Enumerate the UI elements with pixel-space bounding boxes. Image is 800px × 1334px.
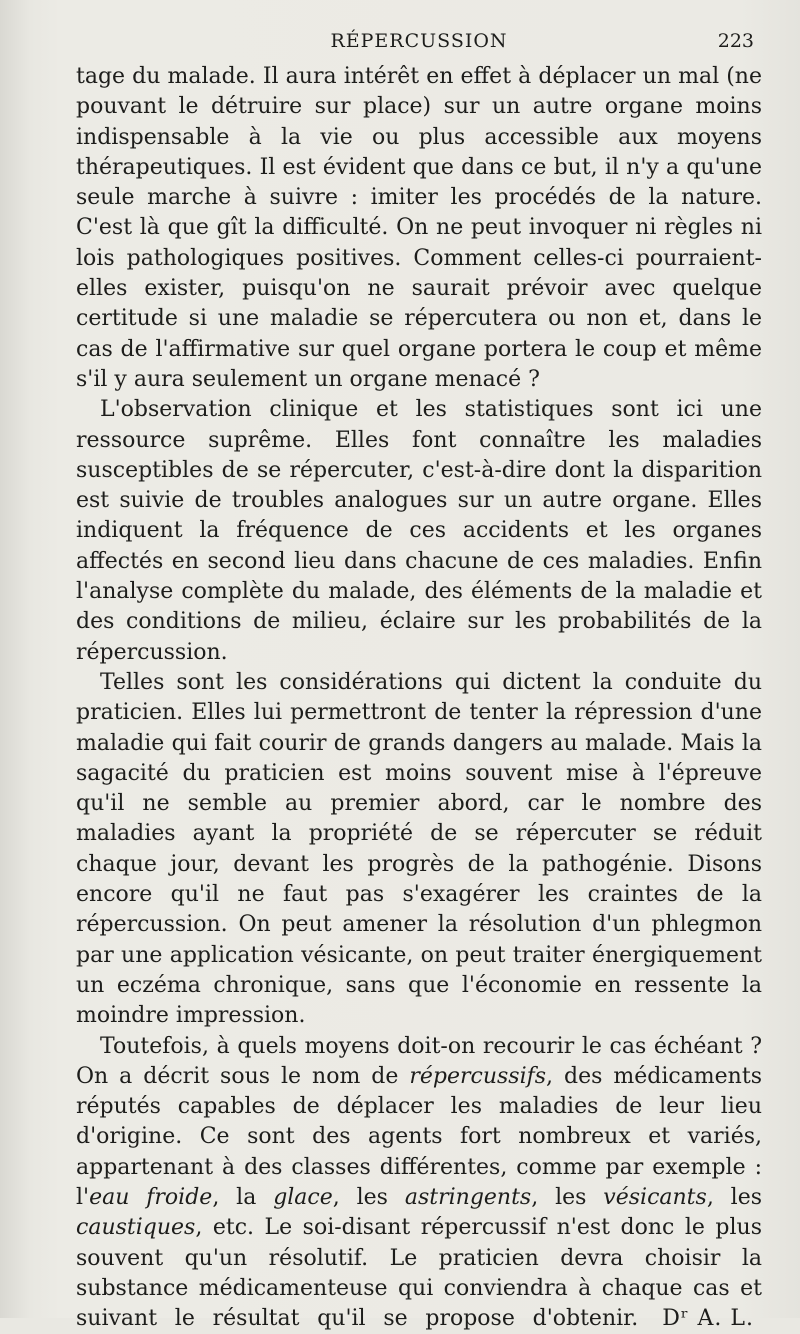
body-text xyxy=(76,62,762,1334)
term-eau-froide: eau froide xyxy=(89,1185,212,1210)
paragraph-1: tage du malade. Il aura intérêt en effet à déplacer un mal (ne pouvant le détruire sur place) sur un autre organe moins indispensable à la vie ou plus accessible aux moyens thérapeutiques. Il est évident que dans ce but, il n'y a qu'une seule marche à suivre : imiter les procédés de la nature. C'est là que gît la difficulté. On ne peut invoquer ni règles ni lois pathologiques positives. Comment celles-ci pourraient-elles exister, puisqu'on ne saurait prévoir avec quelque certitude si une maladie se répercutera ou non et, dans le cas de l'affirmative sur quel organe portera le coup et même s'il y aura seulement un organe menacé ? xyxy=(76,62,762,395)
author-signature: Dʳ A. L. xyxy=(638,1304,754,1334)
page-header xyxy=(78,30,760,60)
term-caustiques: caustiques xyxy=(76,1215,195,1240)
running-head: RÉPERCUSSION xyxy=(78,30,760,52)
paragraph-3: Telles sont les considérations qui dictent la conduite du praticien. Elles lui permettront de tenter la répression d'une maladie qui fait courir de grands dangers au malade. Mais la sagacité du praticien est moins souvent mise à l'épreuve qu'il ne semble au premier abord, car le nombre des maladies ayant la propriété de se répercuter se réduit chaque jour, devant les progrès de la pathogénie. Disons encore qu'il ne faut pas s'exagérer les craintes de la répercussion. On peut amener la résolution d'un phlegmon par une application vésicante, on peut traiter énergiquement un eczéma chronique, sans que l'économie en ressente la moindre impression. xyxy=(76,668,762,1032)
p4-text-a: Toutefois, à quels moyens doit-on recourir le cas échéant ? On a décrit sous le nom de xyxy=(76,1034,762,1089)
term-vesicants: vésicants xyxy=(603,1185,707,1210)
p4-text-b: , des médicaments réputés capables de déplacer les maladies de leur lieu d'origine. Ce sont des agents fort nombreux et variés, appartenant à des classes différentes, comme par exemple : l' xyxy=(76,1064,762,1210)
p4-text-f: , les xyxy=(707,1185,762,1210)
term-astringents: astringents xyxy=(405,1185,531,1210)
p4-text-g: , etc. Le soi-disant répercussif n'est donc le plus souvent qu'un résolutif. Le praticien devra choisir la substance médicamenteuse qui conviendra à chaque cas et suivant le résultat qu'il se propose d'obtenir. xyxy=(76,1215,762,1331)
term-repercussifs: répercussifs xyxy=(409,1064,546,1089)
term-glace: glace xyxy=(273,1185,333,1210)
p4-text-c: , la xyxy=(212,1185,273,1210)
p4-text-e: , les xyxy=(531,1185,603,1210)
p4-text-d: , les xyxy=(333,1185,405,1210)
paragraph-4 xyxy=(76,1032,762,1334)
page-number: 223 xyxy=(718,30,754,52)
paragraph-2: L'observation clinique et les statistiques sont ici une ressource suprême. Elles font connaître les maladies susceptibles de se répercuter, c'est-à-dire dont la disparition est suivie de troubles analogues sur un autre organe. Elles indiquent la fréquence de ces accidents et les organes affectés en second lieu dans chacune de ces maladies. Enfin l'analyse complète du malade, des éléments de la maladie et des conditions de milieu, éclaire sur les probabilités de la répercussion. xyxy=(76,395,762,668)
